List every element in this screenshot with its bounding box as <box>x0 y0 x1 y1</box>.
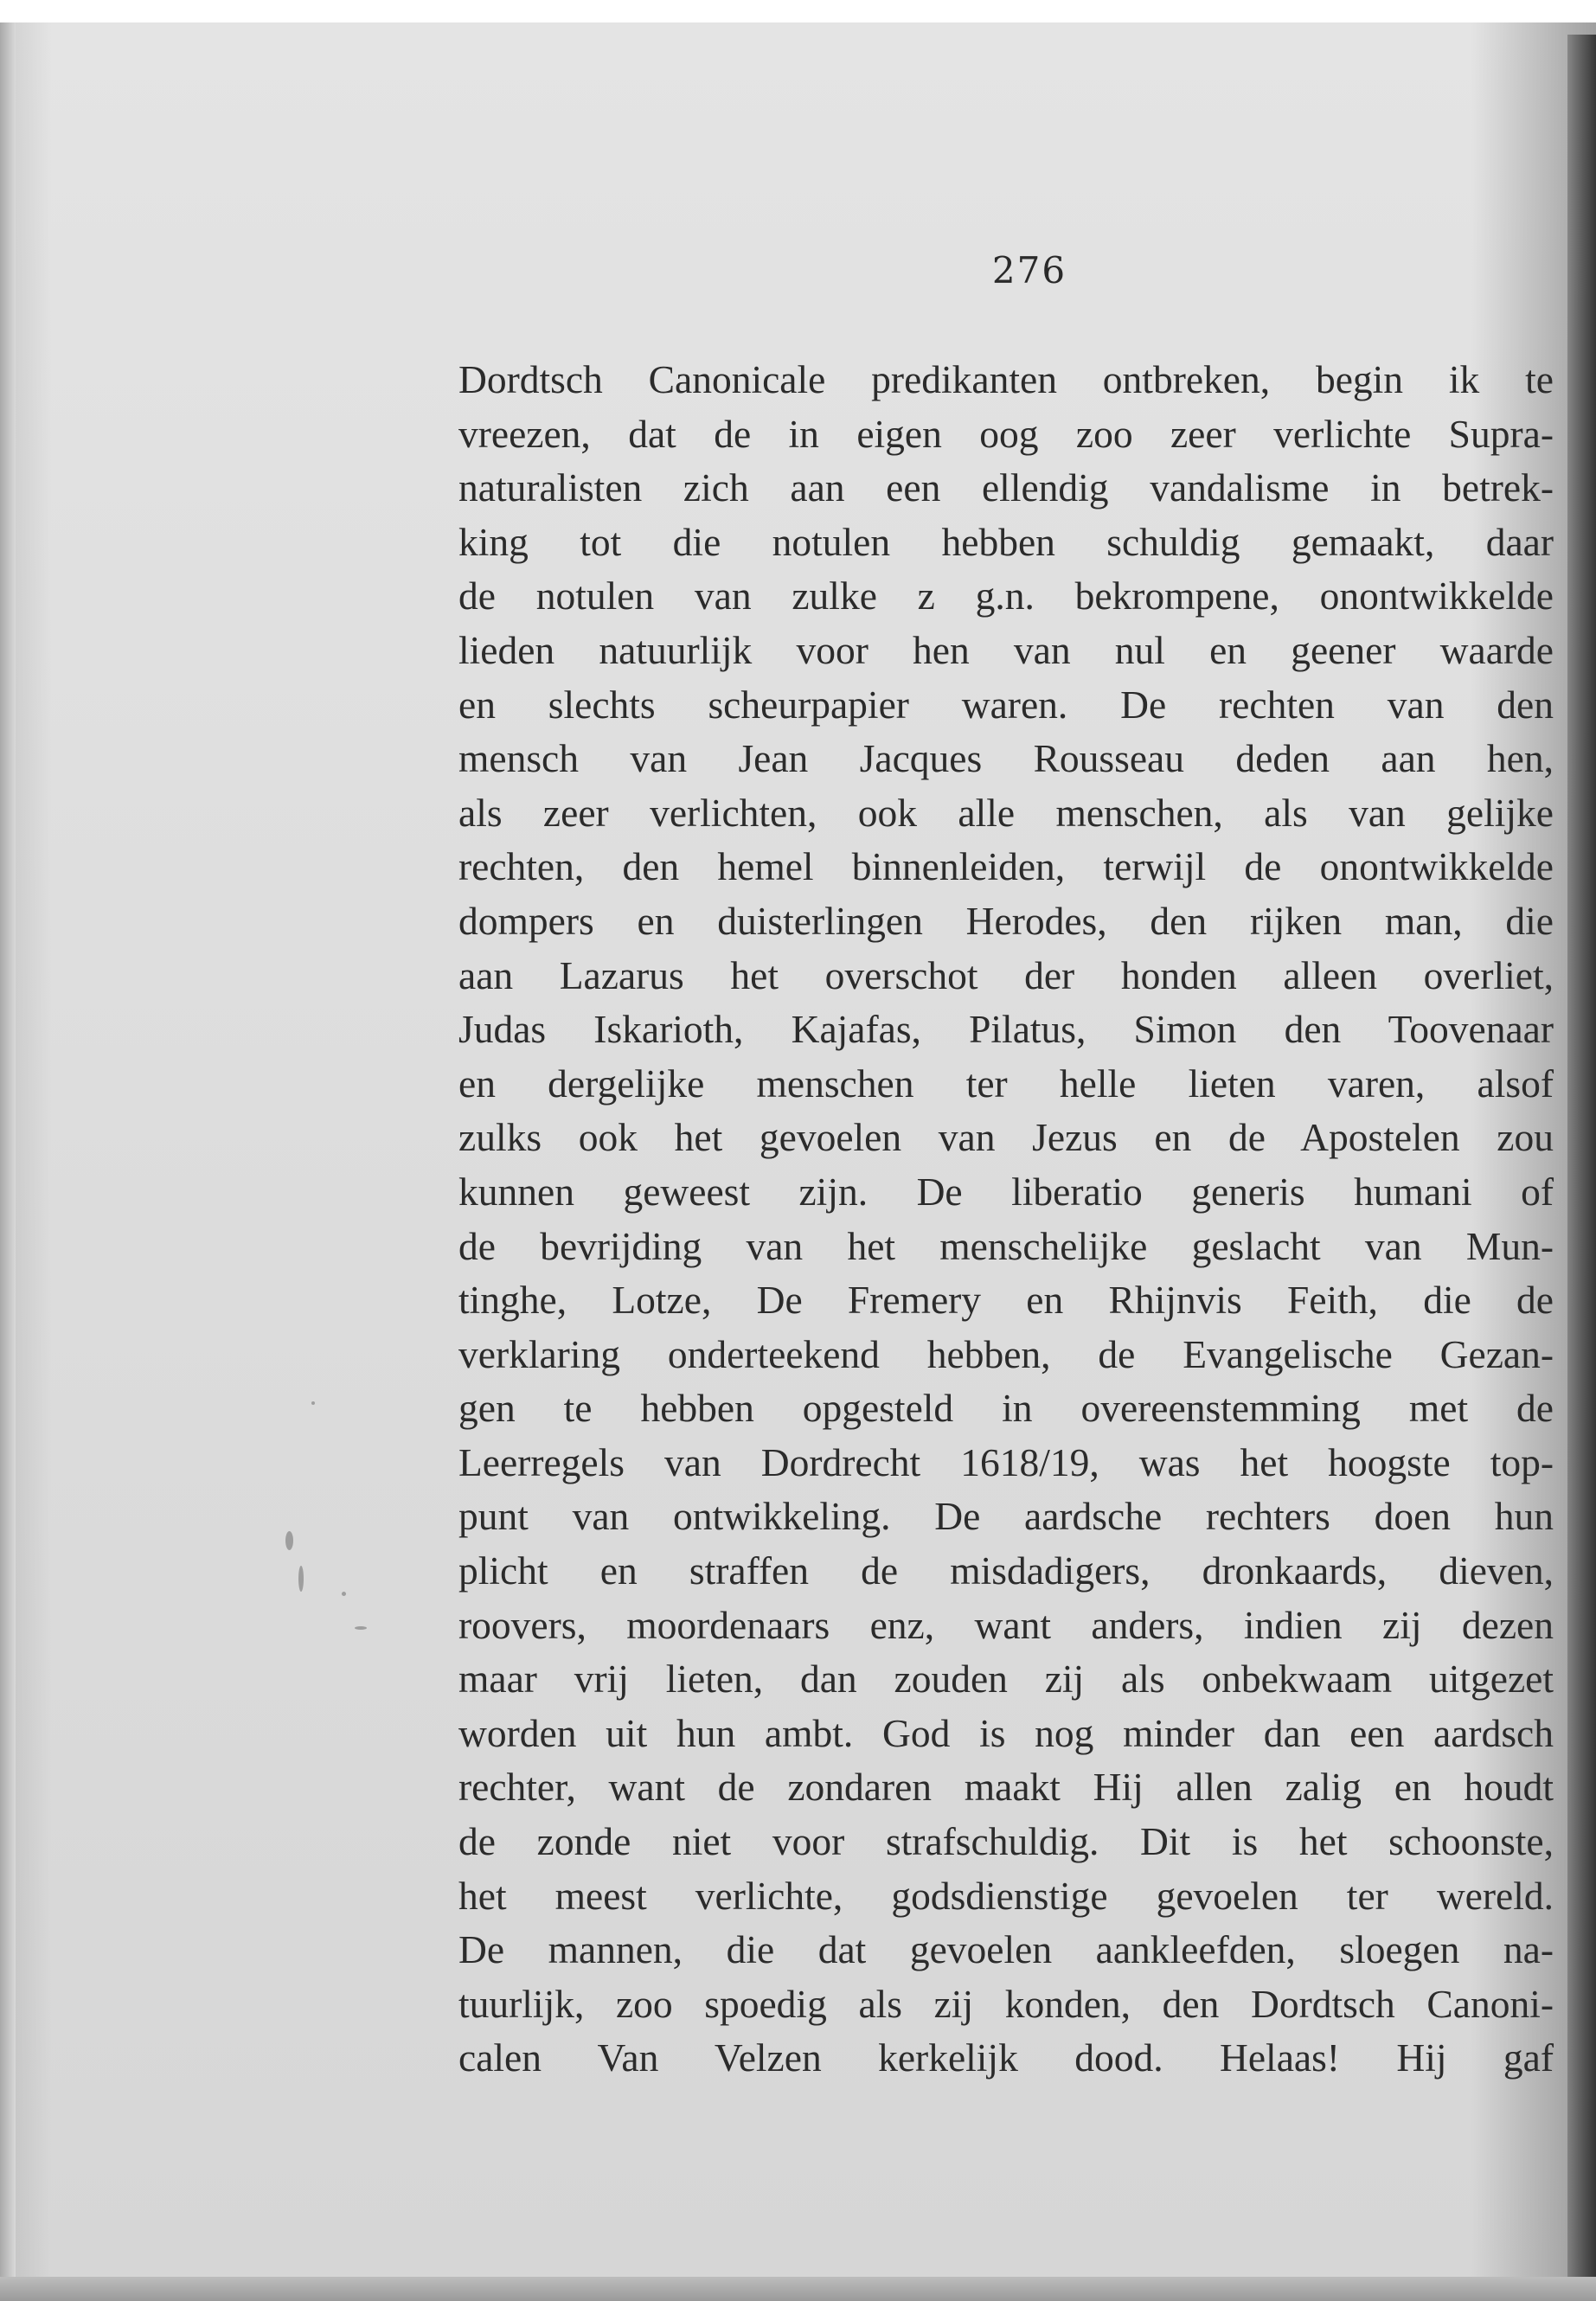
text-line: tuurlijk, zoo spoedig als zij konden, den Dordtsch Canoni- <box>458 1981 1554 2026</box>
text-line: naturalisten zich aan een ellendig vandalisme in betrek- <box>458 465 1554 510</box>
page-gutter-shadow <box>1567 35 1596 2277</box>
text-line: en slechts scheurpapier waren. De rechten van den <box>458 682 1554 727</box>
text-line: Dordtsch Canonicale predikanten ontbreken, begin ik te <box>458 357 1554 401</box>
scan-top-margin <box>0 0 1596 22</box>
scan-speck <box>298 1566 304 1592</box>
text-line: worden uit hun ambt. God is nog minder dan een aardsch <box>458 1710 1554 1755</box>
text-line: kunnen geweest zijn. De liberatio generis humani of <box>458 1169 1554 1214</box>
text-line: roovers, moordenaars enz, want anders, indien zij dezen <box>458 1602 1554 1647</box>
text-line: calen Van Velzen kerkelijk dood. Helaas! Hij gaf <box>458 2035 1554 2080</box>
text-line: en dergelijke menschen ter helle lieten varen, alsof <box>458 1061 1554 1106</box>
text-line: rechter, want de zondaren maakt Hij allen zalig en houdt <box>458 1765 1554 1810</box>
text-line: tinghe, Lotze, De Fremery en Rhijnvis Feith, die de <box>458 1278 1554 1323</box>
body-text <box>458 353 1554 2086</box>
text-line: dompers en duisterlingen Herodes, den rijken man, die <box>458 898 1554 943</box>
text-line: de notulen van zulke z g.n. bekrompene, onontwikkelde <box>458 574 1554 619</box>
text-line: gen te hebben opgesteld in overeenstemming met de <box>458 1386 1554 1431</box>
text-line: vreezen, dat de in eigen oog zoo zeer verlichte Supra- <box>458 411 1554 456</box>
text-line: punt van ontwikkeling. De aardsche rechters doen hun <box>458 1494 1554 1539</box>
text-line: Leerregels van Dordrecht 1618/19, was het hoogste top- <box>458 1439 1554 1484</box>
text-line: lieden natuurlijk voor hen van nul en geener waarde <box>458 627 1554 672</box>
text-line: plicht en straffen de misdadigers, dronkaards, dieven, <box>458 1548 1554 1593</box>
text-line: aan Lazarus het overschot der honden alleen overliet, <box>458 952 1554 997</box>
text-line: verklaring onderteekend hebben, de Evangelische Gezan- <box>458 1331 1554 1376</box>
text-line: zulks ook het gevoelen van Jezus en de Apostelen zou <box>458 1115 1554 1160</box>
text-line: maar vrij lieten, dan zouden zij als onbekwaam uitgezet <box>458 1657 1554 1702</box>
scan-speck <box>355 1626 367 1630</box>
text-line: Judas Iskarioth, Kajafas, Pilatus, Simon den Toovenaar <box>458 1007 1554 1052</box>
text-line: rechten, den hemel binnenleiden, terwijl de onontwikkelde <box>458 844 1554 889</box>
text-line: mensch van Jean Jacques Rousseau deden aan hen, <box>458 736 1554 781</box>
scan-speck <box>342 1592 346 1596</box>
page-left-edge <box>0 22 16 2277</box>
text-line: De mannen, die dat gevoelen aankleefden, sloegen na- <box>458 1927 1554 1972</box>
text-line: de bevrijding van het menschelijke geslacht van Mun- <box>458 1223 1554 1268</box>
page-number: 276 <box>991 249 1067 292</box>
text-line: de zonde niet voor strafschuldig. Dit is het schoonste, <box>458 1819 1554 1864</box>
scan-speck <box>285 1531 293 1550</box>
text-line: als zeer verlichten, ook alle menschen, als van gelijke <box>458 790 1554 835</box>
text-line: king tot die notulen hebben schuldig gemaakt, daar <box>458 519 1554 564</box>
text-line: het meest verlichte, godsdienstige gevoelen ter wereld. <box>458 1873 1554 1918</box>
page-bottom-edge <box>0 2277 1596 2301</box>
scan-speck <box>311 1401 315 1405</box>
